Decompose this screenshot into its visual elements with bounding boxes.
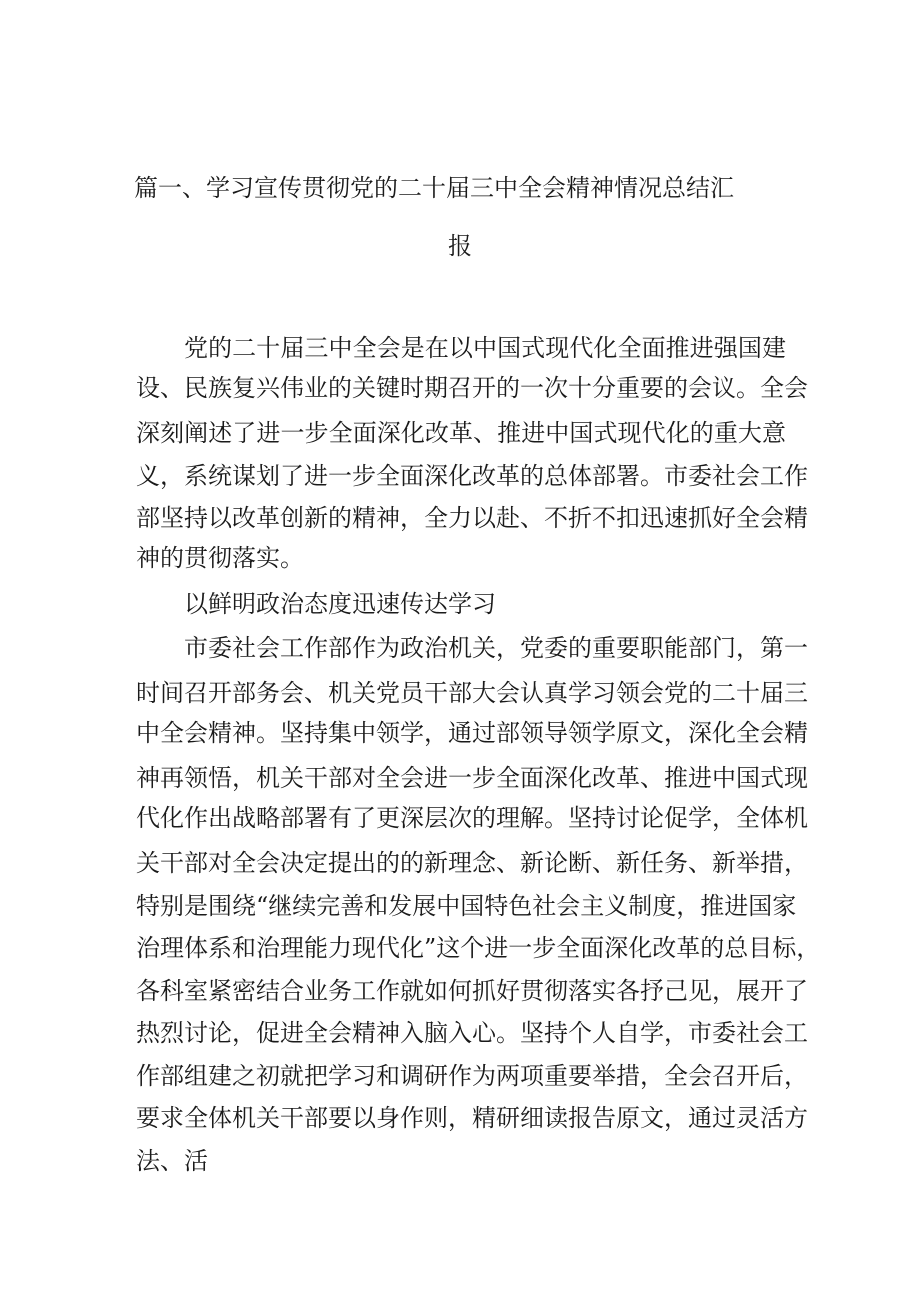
paragraph-line: 作部组建之初就把学习和调研作为两项重要举措，全会召开后， bbox=[136, 1062, 808, 1090]
paragraph-line: 特别是围绕“继续完善和发展中国特色社会主义制度，推进国家 bbox=[136, 892, 797, 920]
document-title-continuation: 报 bbox=[448, 232, 472, 260]
paragraph-line: 市委社会工作部作为政治机关，党委的重要职能部门，第一 bbox=[184, 634, 808, 662]
paragraph-line: 代化作出战略部署有了更深层次的理解。坚持讨论促学，全体机 bbox=[136, 804, 808, 832]
paragraph-line: 要求全体机关干部要以身作则，精研细读报告原文，通过灵活方 bbox=[136, 1104, 808, 1132]
paragraph-line: 各科室紧密结合业务工作就如何抓好贯彻落实各抒己见，展开了 bbox=[136, 977, 808, 1005]
paragraph-line: 治理体系和治理能力现代化”这个进一步全面深化改革的总目标， bbox=[136, 934, 821, 962]
paragraph-line: 法、活 bbox=[136, 1147, 208, 1175]
paragraph-line: 部坚持以改革创新的精神，全力以赴、不折不扣迅速抓好全会精 bbox=[136, 504, 808, 532]
paragraph-line: 义，系统谋划了进一步全面深化改革的总体部署。市委社会工作 bbox=[136, 462, 808, 490]
paragraph-line: 中全会精神。坚持集中领学，通过部领导领学原文，深化全会精 bbox=[136, 719, 808, 747]
paragraph-line: 神的贯彻落实。 bbox=[136, 544, 304, 572]
paragraph-line: 党的二十届三中全会是在以中国式现代化全面推进强国建 bbox=[184, 334, 786, 362]
paragraph-line: 关干部对全会决定提出的的新理念、新论断、新任务、新举措， bbox=[136, 849, 808, 877]
document-title: 篇一、学习宣传贯彻党的二十届三中全会精神情况总结汇 bbox=[134, 174, 734, 202]
section-heading: 以鲜明政治态度迅速传达学习 bbox=[184, 590, 496, 618]
paragraph-line: 设、民族复兴伟业的关键时期召开的一次十分重要的会议。全会 bbox=[136, 374, 808, 402]
paragraph-line: 热烈讨论，促进全会精神入脑入心。坚持个人自学，市委社会工 bbox=[136, 1019, 808, 1047]
paragraph-line: 神再领悟，机关干部对全会进一步全面深化改革、推进中国式现 bbox=[136, 764, 808, 792]
paragraph-line: 时间召开部务会、机关党员干部大会认真学习领会党的二十届三 bbox=[136, 679, 808, 707]
paragraph-line: 深刻阐述了进一步全面深化改革、推进中国式现代化的重大意 bbox=[136, 419, 786, 447]
